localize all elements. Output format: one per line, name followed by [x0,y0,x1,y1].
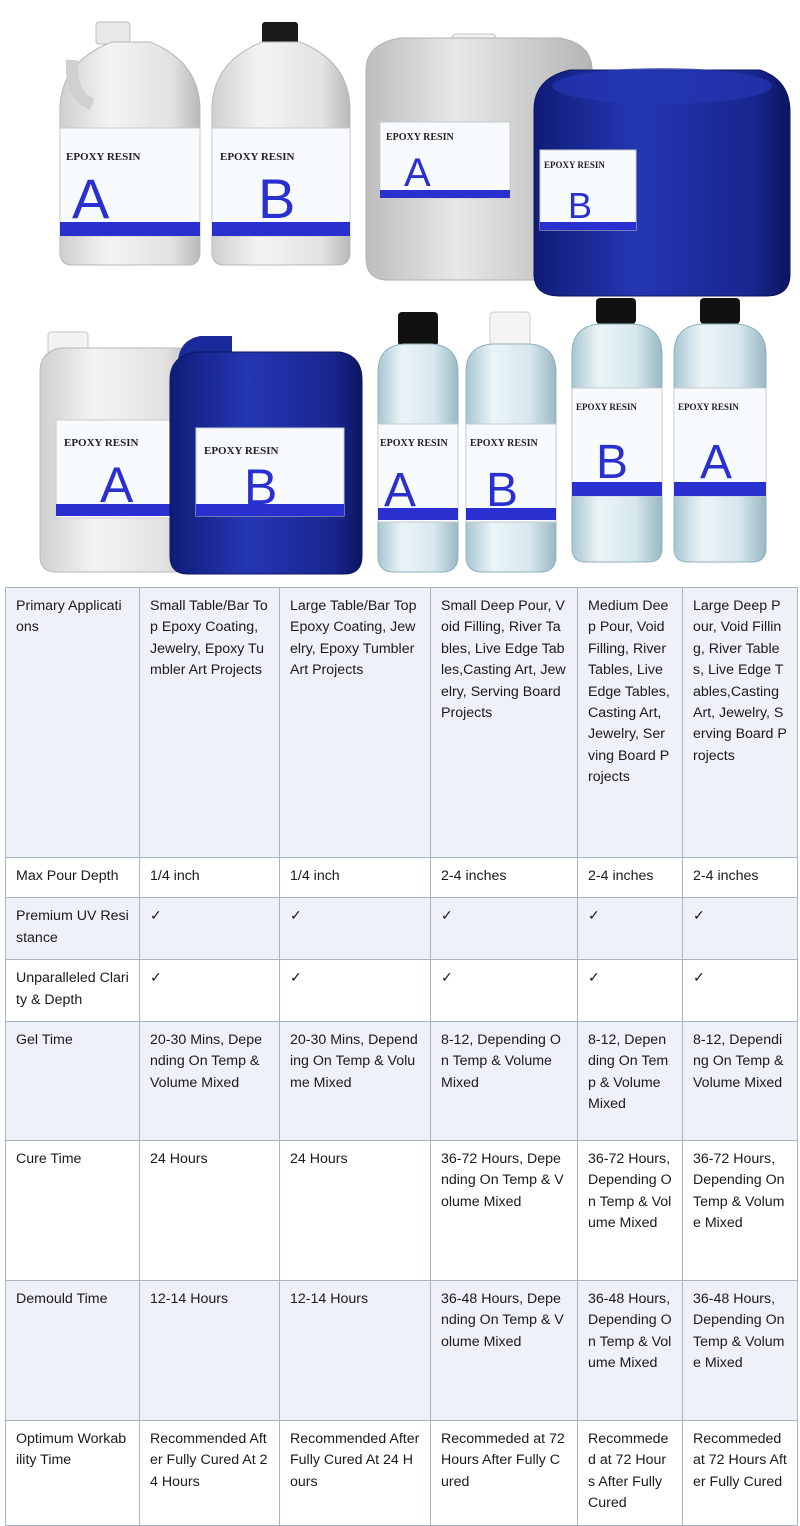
table-row [6,588,798,858]
table-cell: 36-72 Hours, Depending On Temp & Volume Mixed [431,1141,578,1281]
table-cell: ✓ [683,898,798,960]
clear-bottle-a [378,312,458,572]
row-label: Primary Applications [6,588,140,858]
svg-text:EPOXY RESIN: EPOXY RESIN [66,151,141,163]
row-label: Optimum Workability Time [6,1421,140,1526]
table-cell: ✓ [140,898,280,960]
table-cell: 2-4 inches [683,858,798,898]
table-cell: 12-14 Hours [140,1281,280,1421]
table-cell: ✓ [683,960,798,1022]
table-cell: 24 Hours [140,1141,280,1281]
tall-bottle-a [674,298,766,562]
row-label: Premium UV Resistance [6,898,140,960]
table-cell: Small Table/Bar Top Epoxy Coating, Jewelry, Epoxy Tumbler Art Projects [140,588,280,858]
svg-text:EPOXY RESIN: EPOXY RESIN [386,132,454,143]
table-cell: 20-30 Mins, Depending On Temp & Volume Mixed [140,1022,280,1141]
table-cell: Recommeded at 72 Hours After Fully Cured [578,1421,683,1526]
table-cell: ✓ [431,960,578,1022]
table-cell: 36-48 Hours, Depending On Temp & Volume Mixed [683,1281,798,1421]
table-row [6,1281,798,1421]
table-cell: Large Deep Pour, Void Filling, River Tables, Live Edge Tables,Casting Art, Jewelry, Serving Board Projects [683,588,798,858]
row-label: Demould Time [6,1281,140,1421]
table-cell: Recommended After Fully Cured At 24 Hours [280,1421,431,1526]
table-row [6,1141,798,1281]
svg-text:B: B [258,167,296,230]
table-cell: 12-14 Hours [280,1281,431,1421]
table-row [6,1022,798,1141]
table-cell: Small Deep Pour, Void Filling, River Tables, Live Edge Tables,Casting Art, Jewelry, Serving Board Projects [431,588,578,858]
table-cell: ✓ [431,898,578,960]
pail-b [534,68,790,296]
table-cell: 24 Hours [280,1141,431,1281]
table-cell: Large Table/Bar Top Epoxy Coating, Jewelry, Epoxy Tumbler Art Projects [280,588,431,858]
svg-text:B: B [568,185,593,226]
table-row [6,858,798,898]
svg-text:A: A [700,436,733,489]
table-cell: ✓ [280,898,431,960]
table-cell: ✓ [578,960,683,1022]
table-cell: Recommeded at 72 Hours After Fully Cured [683,1421,798,1526]
svg-text:A: A [100,457,134,513]
svg-text:EPOXY RESIN: EPOXY RESIN [204,445,279,457]
table-cell: 1/4 inch [280,858,431,898]
svg-text:EPOXY RESIN: EPOXY RESIN [220,151,295,163]
row-label: Unparalleled Clarity & Depth [6,960,140,1022]
svg-text:EPOXY RESIN: EPOXY RESIN [470,438,538,449]
clear-bottle-b [466,312,556,572]
table-row [6,960,798,1022]
table-cell: ✓ [578,898,683,960]
table-cell: 8-12, Depending On Temp & Volume Mixed [431,1022,578,1141]
svg-text:EPOXY RESIN: EPOXY RESIN [678,402,739,412]
svg-text:EPOXY RESIN: EPOXY RESIN [576,402,637,412]
jerrycan-b [170,336,362,574]
table-cell: 2-4 inches [578,858,683,898]
spec-comparison-table [5,587,797,1526]
table-cell: 1/4 inch [140,858,280,898]
row-label: Gel Time [6,1022,140,1141]
table-cell: 36-48 Hours, Depending On Temp & Volume Mixed [578,1281,683,1421]
table-cell: Medium Deep Pour, Void Filling, River Tables, Live Edge Tables,Casting Art, Jewelry, Serving Board Projects [578,588,683,858]
svg-text:A: A [72,167,110,230]
table-cell: 2-4 inches [431,858,578,898]
product-photo [0,0,800,586]
table-row [6,898,798,960]
svg-text:EPOXY RESIN: EPOXY RESIN [544,160,605,170]
svg-text:EPOXY RESIN: EPOXY RESIN [64,437,139,449]
row-label: Max Pour Depth [6,858,140,898]
svg-text:B: B [244,459,278,515]
table-cell: 8-12, Depending On Temp & Volume Mixed [578,1022,683,1141]
svg-text:B: B [596,436,629,489]
table-cell: Recommended After Fully Cured At 24 Hours [140,1421,280,1526]
svg-text:EPOXY RESIN: EPOXY RESIN [380,438,448,449]
svg-text:A: A [404,151,431,195]
row-label: Cure Time [6,1141,140,1281]
table-cell: ✓ [280,960,431,1022]
table-cell: 20-30 Mins, Depending On Temp & Volume Mixed [280,1022,431,1141]
table-cell: Recommeded at 72 Hours After Fully Cured [431,1421,578,1526]
table-cell: 36-72 Hours, Depending On Temp & Volume Mixed [578,1141,683,1281]
tall-bottle-b [572,298,662,562]
table-row [6,1421,798,1526]
svg-text:B: B [486,464,519,517]
svg-text:A: A [384,464,417,517]
table-cell: 36-72 Hours, Depending On Temp & Volume Mixed [683,1141,798,1281]
table-cell: 36-48 Hours, Depending On Temp & Volume Mixed [431,1281,578,1421]
table-cell: 8-12, Depending On Temp & Volume Mixed [683,1022,798,1141]
table-cell: ✓ [140,960,280,1022]
